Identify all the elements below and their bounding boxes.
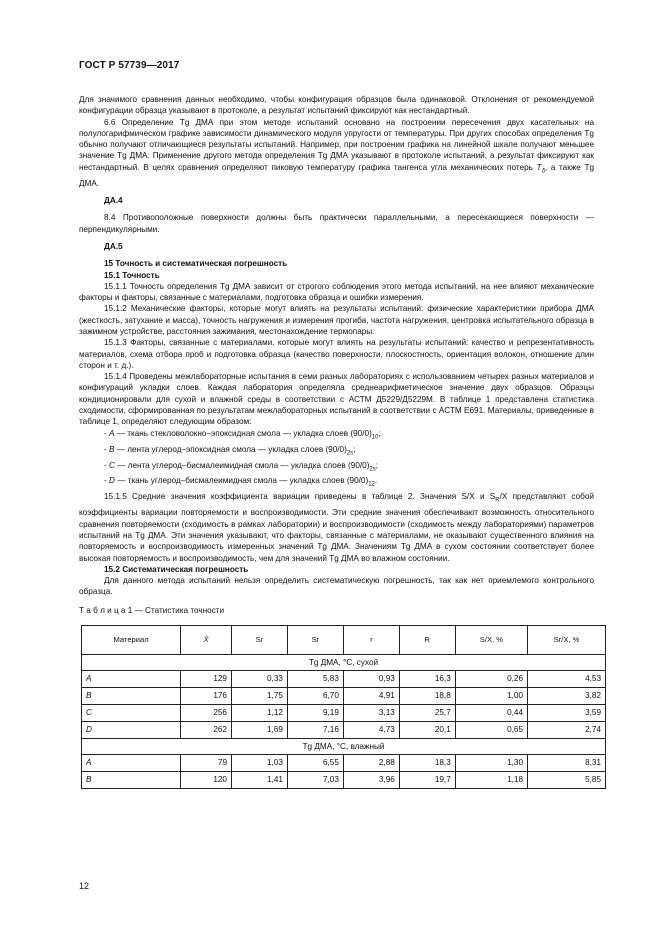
list-item-c: - C — лента углерод–бисмалеимидная смола — укладка слоев $(90/0)_{2s}$; bbox=[104, 460, 379, 473]
table-cell: 1,75 bbox=[232, 688, 288, 705]
header-r: r bbox=[343, 626, 399, 655]
paragraph-6-6: 6.6 Определение Tg ДМА при этом методе испытаний основано на построении пересечения двух касательных на полулогарифмическом графике зависимости динамического модуля упругости от температуры. При других способах определения Tg обычно получают отличающиеся результаты испытаний. Например, при построении графика на линейной шкале получают меньшее значение Tg ДМА. Применение другого метода определения Tg ДМА указывают в протоколе испытаний, а результат фиксируют как нестандартный. В целях сравнения определяют пиковую температуру графика тангенса угла механических потерь $T_\delta$, а также Tg ДМА. bbox=[79, 117, 595, 188]
table-cell-material: C bbox=[82, 705, 181, 722]
header-big-r: R bbox=[399, 626, 455, 655]
table-group-dry-label: Tg ДМА, °С, сухой bbox=[82, 655, 606, 671]
table-cell: 4,73 bbox=[343, 722, 399, 739]
table-cell: 7,16 bbox=[287, 722, 343, 739]
table-cell: 0,65 bbox=[455, 722, 527, 739]
list-item-b: - B — лента углерод–эпоксидная смола — укладка слоев $(90/0)_{2s}$; bbox=[104, 444, 356, 457]
paragraph-15-1-2: 15.1.2 Механические факторы, которые могут влиять на результаты испытаний: физические характеристики прибора ДМА (жесткость, затухание и масса), точность нагружения и измерения прогиба, частота нагружения, центровка испытательного образца в зажимном устройстве, расстояния зажимания, местонахождение термопары. bbox=[79, 304, 594, 336]
table-cell: 18,3 bbox=[399, 755, 455, 772]
table-cell: 0,44 bbox=[455, 705, 527, 722]
table-cell: 4,53 bbox=[528, 671, 606, 688]
table-cell: 1,12 bbox=[232, 705, 288, 722]
table-cell: 19,7 bbox=[399, 772, 455, 789]
table-cell: 3,13 bbox=[343, 705, 399, 722]
table-row bbox=[82, 755, 606, 772]
heading-section-15: 15 Точность и систематическая погрешность bbox=[104, 259, 288, 269]
table-cell: 129 bbox=[181, 671, 232, 688]
table-cell: 7,03 bbox=[287, 772, 343, 789]
table-cell: 1,00 bbox=[455, 688, 527, 705]
table-cell: 1,03 bbox=[232, 755, 288, 772]
table-cell: 6,55 bbox=[287, 755, 343, 772]
table-cell: 20,1 bbox=[399, 722, 455, 739]
table-cell: 6,70 bbox=[287, 688, 343, 705]
table-row bbox=[82, 688, 606, 705]
table-caption: Т а б л и ц а 1 — Статистика точности bbox=[79, 605, 225, 615]
table-cell: 1,41 bbox=[232, 772, 288, 789]
table-cell: 8,31 bbox=[528, 755, 606, 772]
table-cell: 2,74 bbox=[528, 722, 606, 739]
paragraph-15-1-3: 15.1.3 Факторы, связанные с материалами, которые могут влиять на результаты испытаний: качество и репрезентативность материалов, схема отбора проб и подготовка образца (качество поверхности, плоскостность, ориентация волокон, отношение длин сторон и т. д.). bbox=[79, 338, 594, 370]
table-cell: 3,82 bbox=[528, 688, 606, 705]
table-cell: 262 bbox=[181, 722, 232, 739]
table-cell: 1,30 bbox=[455, 755, 527, 772]
header-material: Материал bbox=[82, 626, 181, 655]
table-cell: 0,26 bbox=[455, 671, 527, 688]
table-cell: 120 bbox=[181, 772, 232, 789]
table-cell: 176 bbox=[181, 688, 232, 705]
table-cell-material: A bbox=[82, 671, 181, 688]
table-group-dry bbox=[82, 655, 606, 671]
table-cell: 5,85 bbox=[528, 772, 606, 789]
table-row bbox=[82, 722, 606, 739]
header-mean: X̄ bbox=[181, 626, 232, 655]
table-cell: 16,3 bbox=[399, 671, 455, 688]
table-row bbox=[82, 772, 606, 789]
table-cell: 9,19 bbox=[287, 705, 343, 722]
heading-da5: ДА.5 bbox=[104, 241, 123, 251]
table-cell: 1,18 bbox=[455, 772, 527, 789]
table-cell: 0,93 bbox=[343, 671, 399, 688]
table-cell: 2,88 bbox=[343, 755, 399, 772]
header-s-x: S/X, % bbox=[455, 626, 527, 655]
document-body bbox=[79, 94, 601, 789]
table-group-wet-label: Tg ДМА, °С, влажный bbox=[82, 739, 606, 755]
table-cell-material: B bbox=[82, 688, 181, 705]
table-cell: 3,59 bbox=[528, 705, 606, 722]
table-cell-material: D bbox=[82, 722, 181, 739]
table-cell: 5,83 bbox=[287, 671, 343, 688]
paragraph-15-2: Для данного метода испытаний нельзя определить систематическую погрешность, так как нет приемлемого контрольного образца. bbox=[79, 576, 594, 597]
precision-table bbox=[81, 625, 606, 789]
table-cell: 0,33 bbox=[232, 671, 288, 688]
header-sr: Sr bbox=[232, 626, 288, 655]
paragraph-15-1-1: 15.1.1 Точность определения Tg ДМА зависит от строгого соблюдения этого метода испытаний, на нее влияют механические факторы и факторы, связанные с материалами, подготовка образца и ошибки измерения. bbox=[79, 281, 594, 303]
heading-section-15-1: 15.1 Точность bbox=[104, 270, 160, 280]
header-sr-2: Sr bbox=[287, 626, 343, 655]
paragraph-8-4: 8.4 Противоположные поверхности должны быть практически параллельными, а пересекающиеся поверхности — перпендикулярными. bbox=[79, 213, 594, 234]
table-cell-material: A bbox=[82, 755, 181, 772]
list-item-d: - D — ткань углерод–бисмалеимидная смола — укладка слоев $(90/0)_{12}$. bbox=[104, 476, 378, 489]
table-row bbox=[82, 671, 606, 688]
page-number: 12 bbox=[79, 881, 90, 891]
table-header-row bbox=[82, 626, 606, 655]
table-cell: 3,96 bbox=[343, 772, 399, 789]
header-sr-x: Sr/X, % bbox=[528, 626, 606, 655]
table-cell: 1,69 bbox=[232, 722, 288, 739]
table-cell: 25,7 bbox=[399, 705, 455, 722]
table-cell-material: B bbox=[82, 772, 181, 789]
table-cell: 18,8 bbox=[399, 688, 455, 705]
table-group-wet bbox=[82, 739, 606, 755]
paragraph-15-1-4: 15.1.4 Проведены межлабораторные испытания в семи разных лабораториях с использованием четырех разных материалов и конфигураций укладки слоев. Каждая лаборатория определяла среднеарифметическое значение двух образцов. Образцы кондиционировали для сухой и влажной среды в соответствии с АСТМ Д5229/Д5229М. В таблице 1 представлена статистика сходимости, сформированная по результатам межлабораторных испытаний в соответствии с АСТМ Е691. Материалы, приведенные в таблице 1, определяют следующим образом: bbox=[79, 372, 594, 427]
heading-section-15-2: 15.2 Систематическая погрешность bbox=[104, 564, 249, 574]
table-cell: 79 bbox=[181, 755, 232, 772]
document-header: ГОСТ Р 57739—2017 bbox=[79, 60, 180, 71]
paragraph-config: Для значимого сравнения данных необходимо, чтобы конфигурация образцов была одинаковой. Отклонения от рекомендуемой конфигурации образца указывают в протоколе, а результат испытаний фиксируют как нестандартный. bbox=[79, 95, 594, 116]
heading-da4: ДА.4 bbox=[104, 196, 123, 206]
paragraph-15-1-5: 15.1.5 Средние значения коэффициента вариации приведены в таблице 2. Значения S/X и $S_R/X$ представляют собой коэффициенты вариации повторяемости и воспроизводимости. Эти средние значения обеспечивают возможность относительного сравнения повторяемости (сходимость в рамках лаборатории) и воспроизводимости (сходимость между лабораториями) параметров испытаний на Tg ДМА. Эти значения указывают, что факторы, связанные с материалами, не оказывают существенного влияния на повторяемость и воспроизводимость измеренных значений Tg ДМА. Значениям Tg ДМА в сухом состоянии соответствует более высокая повторяемость и воспроизводимость, чем для значений Tg ДМА во влажном состоянии. bbox=[79, 492, 594, 563]
table-cell: 4,91 bbox=[343, 688, 399, 705]
table-cell: 256 bbox=[181, 705, 232, 722]
table-row bbox=[82, 705, 606, 722]
list-item-a: - A — ткань стекловолокно–эпоксидная смола — укладка слоев $(90/0)_{10}$; bbox=[104, 428, 381, 441]
